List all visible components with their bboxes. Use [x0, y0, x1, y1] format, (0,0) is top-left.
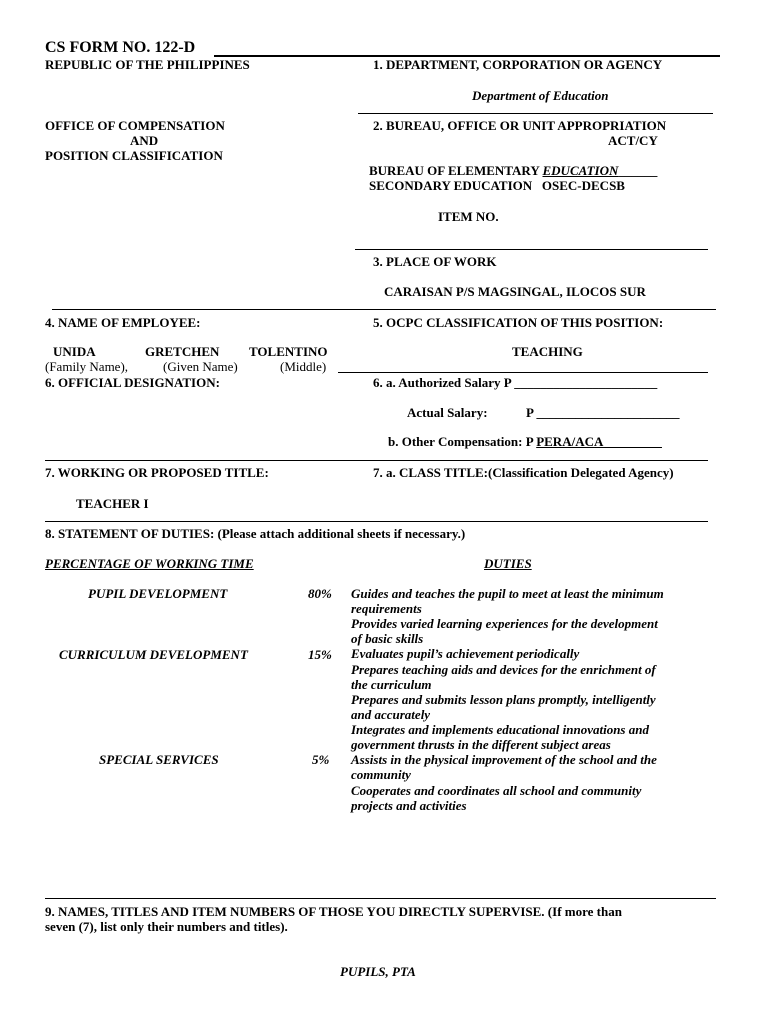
bureau-blank: ______: [618, 163, 658, 178]
given-name-caption: (Given Name): [163, 359, 238, 374]
middle-name-caption: (Middle): [280, 359, 327, 374]
office-line-3: POSITION CLASSIFICATION: [45, 148, 223, 163]
group-percentage: 80%: [308, 586, 332, 601]
field-2-label-2: ACT/CY: [608, 133, 658, 148]
group-name: PUPIL DEVELOPMENT: [88, 586, 228, 601]
bureau-prefix: BUREAU OF ELEMENTARY: [369, 163, 540, 178]
duty-line: requirements: [351, 601, 422, 616]
secondary-line: SECONDARY EDUCATION OSEC-DECSB: [369, 178, 625, 193]
given-name-value: GRETCHEN: [145, 344, 220, 359]
place-of-work-value: CARAISAN P/S MAGSINGAL, ILOCOS SUR: [384, 284, 646, 299]
family-name-value: UNIDA: [53, 344, 96, 359]
duty-line: government thrusts in the different subject areas: [351, 737, 611, 752]
actual-salary-label: Actual Salary:: [407, 405, 488, 420]
duty-line: of basic skills: [351, 631, 424, 646]
field-1-label: 1. DEPARTMENT, CORPORATION OR AGENCY: [373, 57, 663, 72]
actual-salary-value: P ______________________: [526, 405, 680, 420]
section-rule-2: [338, 372, 708, 373]
bureau-emphasis: EDUCATION: [542, 163, 619, 178]
duty-line: Evaluates pupil’s achievement periodically: [351, 646, 580, 661]
group-percentage: 5%: [312, 752, 330, 767]
field-2-label: 2. BUREAU, OFFICE OR UNIT APPROPRIATION: [373, 118, 667, 133]
family-name-caption: (Family Name),: [45, 359, 129, 374]
duty-line: the curriculum: [351, 677, 432, 692]
group-percentage: 15%: [308, 647, 332, 662]
class-title-label: 7. a. CLASS TITLE:(Classification Delegated Agency): [373, 465, 674, 480]
authorized-salary: 6. a. Authorized Salary P ______________________: [373, 375, 658, 390]
section-rule-3: [45, 460, 708, 461]
department-value: Department of Education: [472, 88, 609, 103]
duties-header: DUTIES: [484, 556, 532, 571]
republic-label: REPUBLIC OF THE PHILIPPINES: [45, 57, 250, 72]
section-rule-4: [45, 521, 708, 522]
duty-line: projects and activities: [351, 798, 467, 813]
percentage-header: PERCENTAGE OF WORKING TIME: [45, 556, 254, 571]
field-6-label: 6. OFFICIAL DESIGNATION:: [45, 375, 220, 390]
group-name: CURRICULUM DEVELOPMENT: [59, 647, 248, 662]
section-rule-5: [45, 898, 716, 899]
other-compensation-label: b. Other Compensation: P: [388, 434, 533, 449]
bureau-line: [369, 163, 657, 178]
duty-line: Prepares and submits lesson plans promptly, intelligently: [351, 692, 656, 707]
other-compensation: [388, 434, 662, 449]
group-name: SPECIAL SERVICES: [99, 752, 219, 767]
duty-line: Assists in the physical improvement of the school and the: [351, 752, 657, 767]
field-4-label: 4. NAME OF EMPLOYEE:: [45, 315, 201, 330]
field-5-label: 5. OCPC CLASSIFICATION OF THIS POSITION:: [373, 315, 664, 330]
section-rule-1: [52, 309, 716, 310]
field-1-rule: [358, 113, 713, 114]
item-no-label: ITEM NO.: [438, 209, 499, 224]
working-title-value: TEACHER I: [76, 496, 149, 511]
office-line-1: OFFICE OF COMPENSATION: [45, 118, 225, 133]
field-9-label: 9. NAMES, TITLES AND ITEM NUMBERS OF THOSE YOU DIRECTLY SUPERVISE. (If more than: [45, 904, 622, 919]
duty-line: Cooperates and coordinates all school and community: [351, 783, 642, 798]
field-8-label: 8. STATEMENT OF DUTIES: (Please attach additional sheets if necessary.): [45, 526, 466, 541]
classification-value: TEACHING: [512, 344, 583, 359]
field-3-label: 3. PLACE OF WORK: [373, 254, 497, 269]
item-no-rule: [355, 249, 708, 250]
middle-name-value: TOLENTINO: [249, 344, 328, 359]
supervised-value: PUPILS, PTA: [340, 964, 416, 979]
field-9-label-2: seven (7), list only their numbers and titles).: [45, 919, 288, 934]
duty-line: Prepares teaching aids and devices for the enrichment of: [351, 662, 656, 677]
duty-line: Integrates and implements educational innovations and: [351, 722, 649, 737]
other-compensation-value: PERA/ACA_________: [536, 434, 662, 449]
duty-line: community: [351, 767, 411, 782]
duty-line: Guides and teaches the pupil to meet at least the minimum: [351, 586, 664, 601]
field-7-label: 7. WORKING OR PROPOSED TITLE:: [45, 465, 269, 480]
form-number: CS FORM NO. 122-D: [45, 39, 196, 56]
duty-line: and accurately: [351, 707, 431, 722]
duty-line: Provides varied learning experiences for the development: [351, 616, 658, 631]
office-line-2: AND: [130, 133, 159, 148]
